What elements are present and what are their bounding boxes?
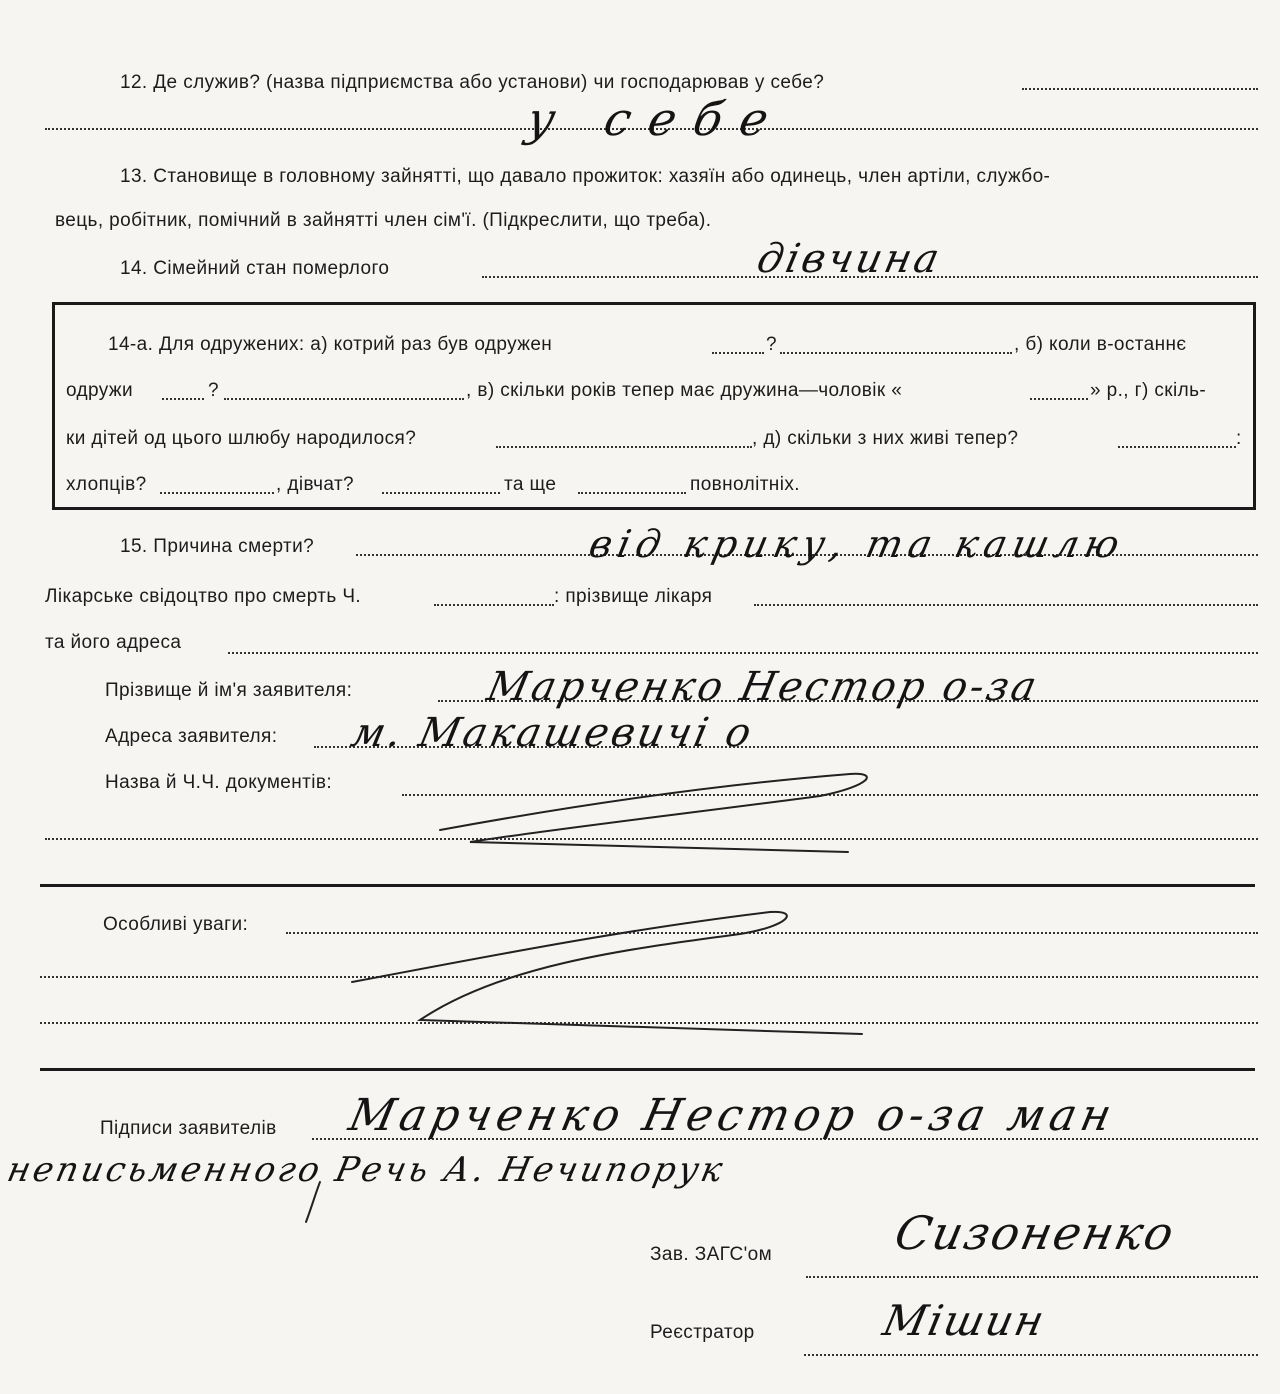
q14a-line2-a: одружи bbox=[66, 380, 134, 401]
signatures-line2[interactable]: неписьменного Речь А. Нечипорук bbox=[3, 1150, 729, 1190]
q14a-dots-6 bbox=[496, 446, 752, 448]
registrar-dots bbox=[804, 1354, 1258, 1356]
medical-cert-label: Лікарське свідоцтво про смерть Ч. bbox=[45, 586, 362, 607]
q14a-dots-7 bbox=[1118, 446, 1236, 448]
q12-dots-1 bbox=[1022, 88, 1258, 90]
q14a-dots-8 bbox=[160, 492, 274, 494]
docs-strike-scribble bbox=[440, 774, 867, 852]
q14a-line3-a: ки дітей од цього шлюбу народилося? bbox=[66, 428, 417, 449]
remarks-dots-3 bbox=[40, 1022, 1258, 1024]
medical-cert-dots bbox=[434, 604, 554, 606]
q13-line2: вець, робітник, помічний в зайнятті член сім'ї. (Підкреслити, що треба). bbox=[55, 210, 712, 231]
applicant-address-value[interactable]: м. Макашевичі о bbox=[347, 710, 759, 756]
remarks-strike-scribble bbox=[352, 912, 862, 1034]
registrar-label: Реєстратор bbox=[650, 1322, 755, 1343]
q15-answer[interactable]: від крику, та кашлю bbox=[585, 522, 1130, 566]
remarks-dots-1 bbox=[286, 932, 1258, 934]
q12-label: 12. Де служив? (назва підприємства або установи) чи господарював у себе? bbox=[120, 72, 825, 93]
medical-address-label: та його адреса bbox=[45, 632, 182, 653]
applicant-docs-label: Назва й Ч.Ч. документів: bbox=[105, 772, 333, 793]
q14a-dots-9 bbox=[382, 492, 500, 494]
registrar-signature[interactable]: Мішин bbox=[878, 1296, 1051, 1345]
q12-answer[interactable]: у себе bbox=[522, 92, 792, 146]
applicant-name-value[interactable]: Марченко Нестор о-за bbox=[483, 664, 1044, 710]
q14a-line3-b: , д) скільки з них живі тепер? bbox=[752, 428, 1019, 449]
q14a-line4-b: , дівчат? bbox=[276, 474, 355, 495]
applicant-address-label: Адреса заявителя: bbox=[105, 726, 278, 747]
q14a-line1-a: 14-а. Для одружених: а) котрий раз був одружен bbox=[108, 334, 553, 355]
q14a-line2-c: » р., г) скіль- bbox=[1090, 380, 1207, 401]
q14a-line3-c: : bbox=[1236, 428, 1242, 449]
q14a-line4-d: повнолітніх. bbox=[690, 474, 800, 495]
zags-head-signature[interactable]: Сизоненко bbox=[890, 1206, 1181, 1260]
medical-doctor-label: : прізвище лікаря bbox=[554, 586, 713, 607]
q14-answer[interactable]: дівчина bbox=[753, 236, 947, 282]
q14a-dots-2 bbox=[780, 352, 1012, 354]
remarks-label: Особливі уваги: bbox=[103, 914, 249, 935]
q14a-dots-10 bbox=[578, 492, 686, 494]
divider-1 bbox=[40, 884, 1255, 887]
zags-head-label: Зав. ЗАГС'ом bbox=[650, 1244, 773, 1265]
q14a-line4-c: та ще bbox=[504, 474, 557, 495]
q14a-line2-b: , в) скільки років тепер має дружина—чоловік « bbox=[466, 380, 903, 401]
signatures-line1[interactable]: Марченко Нестор о-за ман bbox=[344, 1090, 1121, 1141]
q14a-dots-3 bbox=[162, 398, 204, 400]
divider-2 bbox=[40, 1068, 1255, 1071]
q13-line1: 13. Становище в головному зайнятті, що давало прожиток: хазяїн або одинець, член артіли, службо- bbox=[120, 166, 1051, 187]
q14a-dots-5 bbox=[1030, 398, 1088, 400]
medical-doctor-dots bbox=[754, 604, 1258, 606]
q14a-dots-1 bbox=[712, 352, 764, 354]
q14a-line1-b: , б) коли в-останнє bbox=[1014, 334, 1187, 355]
zags-head-dots bbox=[806, 1276, 1258, 1278]
remarks-dots-2 bbox=[40, 976, 1258, 978]
signatures-label: Підписи заявителів bbox=[100, 1118, 277, 1139]
applicant-docs-dots-2 bbox=[45, 838, 1258, 840]
applicant-name-label: Прізвище й ім'я заявителя: bbox=[105, 680, 353, 701]
q14a-line4-a: хлопців? bbox=[66, 474, 147, 495]
q15-label: 15. Причина смерти? bbox=[120, 536, 315, 557]
applicant-docs-dots-1 bbox=[402, 794, 1258, 796]
q14-label: 14. Сімейний стан померлого bbox=[120, 258, 390, 279]
medical-address-dots bbox=[228, 652, 1258, 654]
q14a-line1-q: ? bbox=[766, 334, 777, 355]
q14a-line2-q: ? bbox=[208, 380, 219, 401]
q14a-dots-4 bbox=[224, 398, 464, 400]
